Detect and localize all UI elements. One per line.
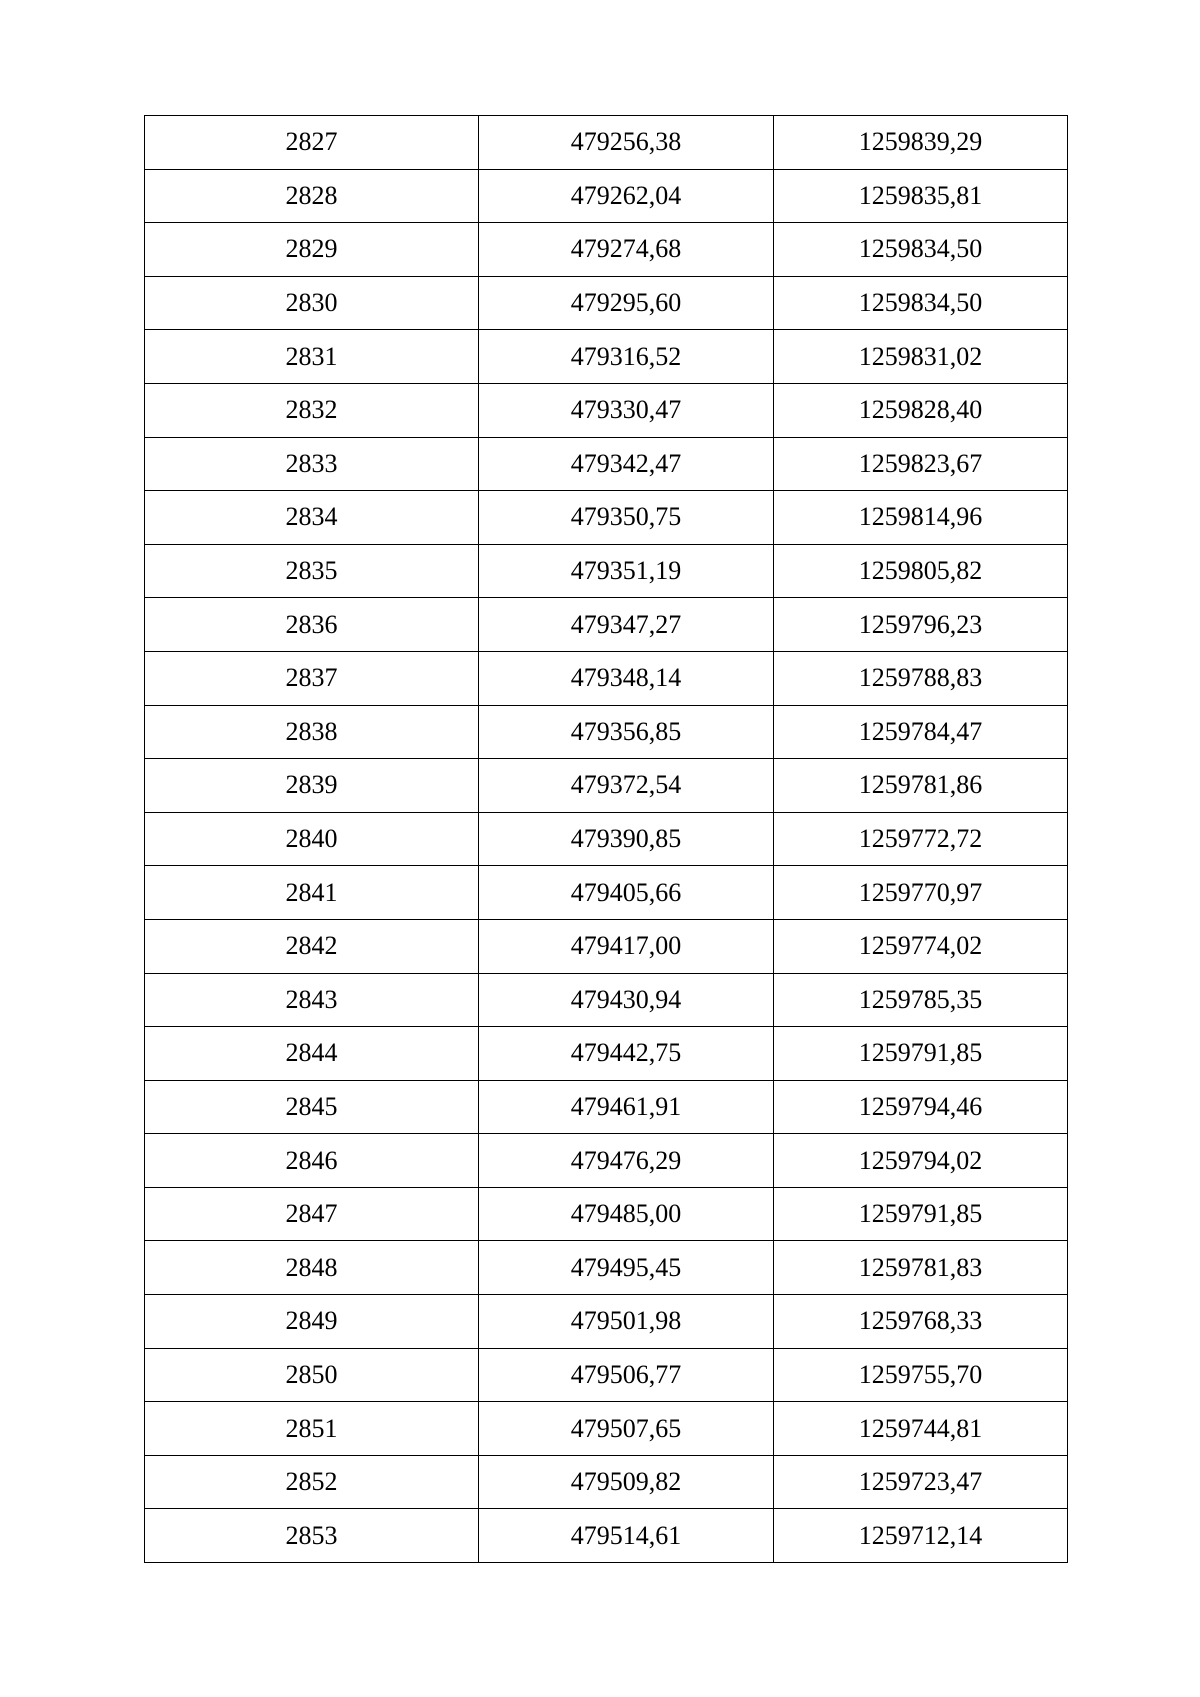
table-row bbox=[145, 1402, 1068, 1456]
table-row bbox=[145, 1241, 1068, 1295]
point-number-cell: 2852 bbox=[145, 1455, 479, 1509]
point-number-cell: 2845 bbox=[145, 1080, 479, 1134]
x-coordinate-cell: 479509,82 bbox=[479, 1455, 774, 1509]
x-coordinate-cell: 479430,94 bbox=[479, 973, 774, 1027]
x-coordinate-cell: 479330,47 bbox=[479, 383, 774, 437]
point-number-cell: 2834 bbox=[145, 491, 479, 545]
y-coordinate-cell: 1259814,96 bbox=[774, 491, 1068, 545]
x-coordinate-cell: 479295,60 bbox=[479, 276, 774, 330]
y-coordinate-cell: 1259835,81 bbox=[774, 169, 1068, 223]
x-coordinate-cell: 479342,47 bbox=[479, 437, 774, 491]
x-coordinate-cell: 479442,75 bbox=[479, 1027, 774, 1081]
table-row bbox=[145, 276, 1068, 330]
table-row bbox=[145, 330, 1068, 384]
point-number-cell: 2827 bbox=[145, 116, 479, 170]
y-coordinate-cell: 1259794,46 bbox=[774, 1080, 1068, 1134]
x-coordinate-cell: 479405,66 bbox=[479, 866, 774, 920]
point-number-cell: 2853 bbox=[145, 1509, 479, 1563]
table-row bbox=[145, 705, 1068, 759]
table-row bbox=[145, 1295, 1068, 1349]
point-number-cell: 2847 bbox=[145, 1187, 479, 1241]
y-coordinate-cell: 1259788,83 bbox=[774, 651, 1068, 705]
y-coordinate-cell: 1259785,35 bbox=[774, 973, 1068, 1027]
point-number-cell: 2841 bbox=[145, 866, 479, 920]
y-coordinate-cell: 1259781,83 bbox=[774, 1241, 1068, 1295]
x-coordinate-cell: 479274,68 bbox=[479, 223, 774, 277]
y-coordinate-cell: 1259805,82 bbox=[774, 544, 1068, 598]
point-number-cell: 2848 bbox=[145, 1241, 479, 1295]
table-row bbox=[145, 651, 1068, 705]
table-row bbox=[145, 437, 1068, 491]
x-coordinate-cell: 479507,65 bbox=[479, 1402, 774, 1456]
table-row bbox=[145, 116, 1068, 170]
x-coordinate-cell: 479506,77 bbox=[479, 1348, 774, 1402]
y-coordinate-cell: 1259796,23 bbox=[774, 598, 1068, 652]
table-row bbox=[145, 1027, 1068, 1081]
y-coordinate-cell: 1259768,33 bbox=[774, 1295, 1068, 1349]
point-number-cell: 2837 bbox=[145, 651, 479, 705]
point-number-cell: 2829 bbox=[145, 223, 479, 277]
point-number-cell: 2839 bbox=[145, 759, 479, 813]
x-coordinate-cell: 479347,27 bbox=[479, 598, 774, 652]
point-number-cell: 2850 bbox=[145, 1348, 479, 1402]
y-coordinate-cell: 1259774,02 bbox=[774, 919, 1068, 973]
point-number-cell: 2831 bbox=[145, 330, 479, 384]
x-coordinate-cell: 479350,75 bbox=[479, 491, 774, 545]
point-number-cell: 2842 bbox=[145, 919, 479, 973]
point-number-cell: 2830 bbox=[145, 276, 479, 330]
table-row bbox=[145, 383, 1068, 437]
y-coordinate-cell: 1259723,47 bbox=[774, 1455, 1068, 1509]
point-number-cell: 2828 bbox=[145, 169, 479, 223]
y-coordinate-cell: 1259831,02 bbox=[774, 330, 1068, 384]
table-row bbox=[145, 1080, 1068, 1134]
y-coordinate-cell: 1259770,97 bbox=[774, 866, 1068, 920]
x-coordinate-cell: 479501,98 bbox=[479, 1295, 774, 1349]
x-coordinate-cell: 479417,00 bbox=[479, 919, 774, 973]
table-row bbox=[145, 598, 1068, 652]
table-row bbox=[145, 919, 1068, 973]
x-coordinate-cell: 479348,14 bbox=[479, 651, 774, 705]
table-row bbox=[145, 491, 1068, 545]
table-row bbox=[145, 1134, 1068, 1188]
x-coordinate-cell: 479485,00 bbox=[479, 1187, 774, 1241]
x-coordinate-cell: 479476,29 bbox=[479, 1134, 774, 1188]
y-coordinate-cell: 1259791,85 bbox=[774, 1027, 1068, 1081]
point-number-cell: 2838 bbox=[145, 705, 479, 759]
point-number-cell: 2833 bbox=[145, 437, 479, 491]
y-coordinate-cell: 1259794,02 bbox=[774, 1134, 1068, 1188]
y-coordinate-cell: 1259772,72 bbox=[774, 812, 1068, 866]
point-number-cell: 2846 bbox=[145, 1134, 479, 1188]
point-number-cell: 2849 bbox=[145, 1295, 479, 1349]
y-coordinate-cell: 1259744,81 bbox=[774, 1402, 1068, 1456]
coordinates-table bbox=[144, 115, 1068, 1563]
x-coordinate-cell: 479514,61 bbox=[479, 1509, 774, 1563]
table-row bbox=[145, 223, 1068, 277]
table-row bbox=[145, 1348, 1068, 1402]
point-number-cell: 2844 bbox=[145, 1027, 479, 1081]
y-coordinate-cell: 1259781,86 bbox=[774, 759, 1068, 813]
x-coordinate-cell: 479461,91 bbox=[479, 1080, 774, 1134]
point-number-cell: 2836 bbox=[145, 598, 479, 652]
table-row bbox=[145, 1455, 1068, 1509]
table-row bbox=[145, 1509, 1068, 1563]
y-coordinate-cell: 1259712,14 bbox=[774, 1509, 1068, 1563]
table-row bbox=[145, 169, 1068, 223]
table-row bbox=[145, 759, 1068, 813]
table-row bbox=[145, 973, 1068, 1027]
y-coordinate-cell: 1259791,85 bbox=[774, 1187, 1068, 1241]
y-coordinate-cell: 1259828,40 bbox=[774, 383, 1068, 437]
y-coordinate-cell: 1259834,50 bbox=[774, 223, 1068, 277]
coordinates-table-body bbox=[145, 116, 1068, 1563]
point-number-cell: 2851 bbox=[145, 1402, 479, 1456]
x-coordinate-cell: 479256,38 bbox=[479, 116, 774, 170]
x-coordinate-cell: 479262,04 bbox=[479, 169, 774, 223]
table-row bbox=[145, 866, 1068, 920]
x-coordinate-cell: 479495,45 bbox=[479, 1241, 774, 1295]
y-coordinate-cell: 1259839,29 bbox=[774, 116, 1068, 170]
y-coordinate-cell: 1259755,70 bbox=[774, 1348, 1068, 1402]
point-number-cell: 2843 bbox=[145, 973, 479, 1027]
x-coordinate-cell: 479372,54 bbox=[479, 759, 774, 813]
y-coordinate-cell: 1259784,47 bbox=[774, 705, 1068, 759]
table-row bbox=[145, 1187, 1068, 1241]
x-coordinate-cell: 479351,19 bbox=[479, 544, 774, 598]
table-row bbox=[145, 544, 1068, 598]
x-coordinate-cell: 479390,85 bbox=[479, 812, 774, 866]
x-coordinate-cell: 479316,52 bbox=[479, 330, 774, 384]
point-number-cell: 2832 bbox=[145, 383, 479, 437]
point-number-cell: 2835 bbox=[145, 544, 479, 598]
point-number-cell: 2840 bbox=[145, 812, 479, 866]
y-coordinate-cell: 1259823,67 bbox=[774, 437, 1068, 491]
x-coordinate-cell: 479356,85 bbox=[479, 705, 774, 759]
y-coordinate-cell: 1259834,50 bbox=[774, 276, 1068, 330]
table-row bbox=[145, 812, 1068, 866]
